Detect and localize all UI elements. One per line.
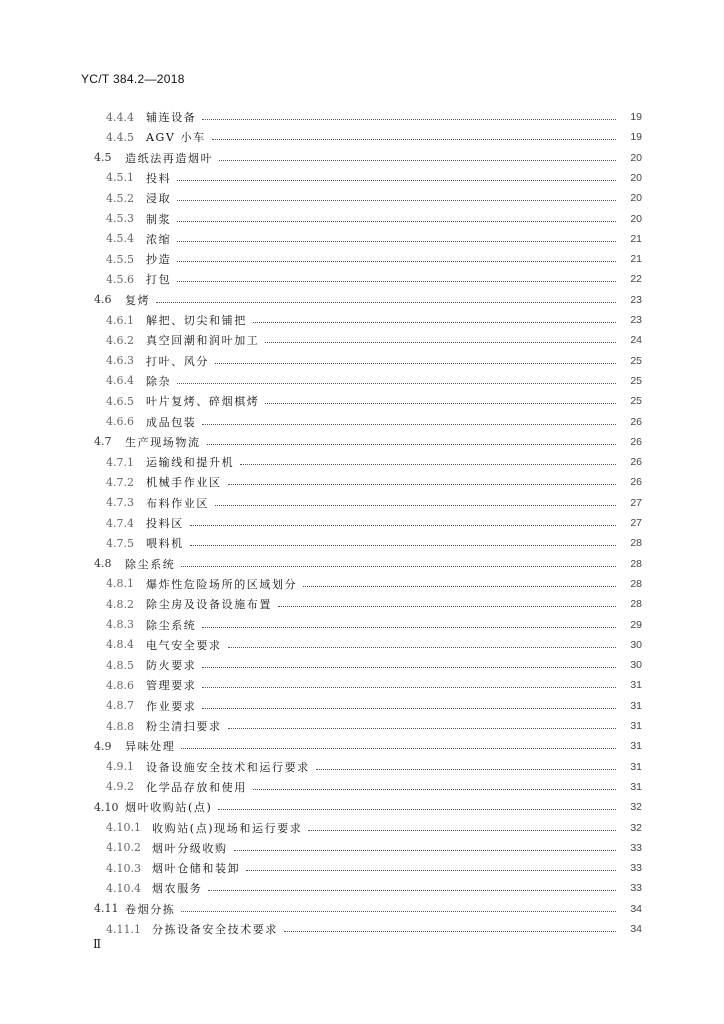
toc-entry-page: 33 [630,841,642,854]
dot-leader [253,321,616,323]
toc-entry-number: 4.4.4 [106,110,134,124]
toc-entry-number: 4.10.3 [106,861,141,875]
dot-leader [228,483,616,485]
toc-entry-title: 打包 [146,273,172,287]
toc-entry-title: 浓缩 [146,232,172,246]
toc-entry-number: 4.6 [94,293,112,307]
toc-entry-number: 4.10.4 [106,881,141,895]
toc-entry [0,574,724,594]
toc-entry-page: 33 [630,882,642,895]
toc-entry [0,351,724,371]
toc-entry-page: 29 [630,618,642,631]
toc-entry-page: 26 [630,415,642,428]
toc-entry [0,594,724,614]
toc-entry [0,716,724,736]
toc-entry [0,635,724,655]
toc-entry-title: 制浆 [146,212,172,226]
toc-entry-title: 叶片复烤、碎烟棋烤 [146,395,260,409]
toc-entry-page: 31 [630,780,642,793]
toc-entry [0,858,724,878]
dot-leader [265,402,616,404]
toc-entry-number: 4.6.6 [106,415,134,428]
toc-entry-title: 烟叶仓储和装卸 [152,862,241,876]
toc-entry-title: 除杂 [146,374,172,388]
dot-leader [202,118,616,120]
toc-entry-page: 26 [630,456,642,469]
toc-entry [0,472,724,492]
toc-entry-title: 作业要求 [146,699,197,713]
toc-entry-page: 25 [630,354,642,367]
toc-entry-number: 4.5.5 [106,252,134,266]
toc-entry-number: 4.5.6 [106,272,134,286]
dot-leader [284,930,616,932]
toc-entry-page: 32 [630,821,642,834]
toc-entry-number: 4.5.3 [106,212,134,225]
dot-leader [202,626,616,628]
toc-entry-title: 防火要求 [146,659,197,673]
toc-entry-number: 4.11 [94,902,119,916]
dot-leader [234,849,616,851]
dot-leader [228,727,616,729]
toc-entry-page: 31 [630,760,642,773]
toc-entry [0,249,724,269]
toc-entry-title: 管理要求 [146,679,197,693]
toc-entry-page: 19 [630,111,642,123]
dot-leader [202,423,616,425]
dot-leader [181,910,616,912]
toc-entry-number: 4.11.1 [106,922,141,936]
dot-leader [208,889,616,891]
toc-entry [0,615,724,635]
dot-leader [177,220,616,222]
toc-entry [0,269,724,289]
toc-entry-title: 设备设施安全技术和运行要求 [146,760,310,774]
toc-entry-title: 投料 [146,171,172,185]
toc-entry-title: 真空回潮和润叶加工 [146,334,260,348]
toc-entry [0,432,724,452]
toc-entry [0,696,724,716]
dot-leader [253,788,616,790]
toc-entry-title: 辅连设备 [146,111,197,124]
toc-entry [0,777,724,797]
toc-entry [0,818,724,838]
toc-entry [0,919,724,939]
toc-entry-number: 4.8 [94,557,112,571]
toc-entry-number: 4.8.8 [106,719,134,733]
dot-leader [177,260,616,262]
toc-entry-number: 4.8.1 [106,577,134,591]
dot-leader [207,443,616,445]
toc-entry-title: 分拣设备安全技术要求 [152,923,278,936]
toc-entry [0,209,724,229]
toc-entry-title: 烟叶收购站(点) [125,801,213,815]
toc-entry [0,168,724,188]
toc-entry-page: 31 [630,740,642,753]
toc-entry-number: 4.7 [94,435,112,449]
dot-leader [215,504,616,506]
toc-entry-number: 4.10 [94,800,119,814]
dot-leader [156,301,616,303]
toc-entry [0,736,724,756]
toc-entry [0,757,724,777]
toc-entry [0,371,724,391]
dot-leader [181,565,616,567]
toc-entry-page: 20 [630,171,642,184]
toc-entry-title: AGV 小车 [146,131,206,145]
dot-leader [177,280,616,282]
toc-entry-number: 4.10.1 [106,821,141,834]
dot-leader [265,341,616,343]
dot-leader [212,138,616,140]
dot-leader [177,199,616,201]
toc-entry-title: 生产现场物流 [125,435,201,449]
dot-leader [308,829,616,831]
dot-leader [246,869,616,871]
toc-entry-number: 4.6.1 [106,313,134,327]
toc-entry-title: 除尘系统 [146,618,197,632]
toc-entry-title: 机械手作业区 [146,476,222,490]
page-number-footer: Ⅱ [93,937,101,951]
toc-entry-title: 除尘系统 [125,557,176,571]
toc-entry-number: 4.8.4 [106,638,134,652]
toc-entry-number: 4.6.3 [106,354,134,368]
toc-entry-title: 投料区 [146,517,184,530]
dot-leader [177,179,616,181]
dot-leader [202,686,616,688]
toc-entry [0,391,724,411]
toc-entry-number: 4.7.1 [106,455,134,469]
toc-entry-page: 20 [630,212,642,225]
toc-entry-page: 28 [630,537,642,550]
toc-entry [0,290,724,310]
dot-leader [190,544,616,546]
dot-leader [190,524,616,526]
toc-entry [0,493,724,513]
toc-entry [0,797,724,817]
toc-entry-title: 造纸法再造烟叶 [125,151,214,165]
toc-entry-title: 收购站(点)现场和运行要求 [152,821,303,835]
toc-entry-title: 打叶、风分 [146,354,209,368]
toc-entry-number: 4.5.2 [106,191,134,205]
toc-entry-page: 25 [630,374,642,387]
toc-entry-page: 23 [630,293,642,306]
toc-entry-page: 31 [630,679,642,692]
toc-entry-page: 31 [630,699,642,712]
toc-entry-page: 34 [630,902,642,915]
toc-entry-page: 20 [630,151,642,164]
toc-entry-title: 喂料机 [146,537,184,551]
dot-leader [202,707,616,709]
toc-entry-title: 化学品存放和使用 [146,780,247,794]
toc-entry-number: 4.5.4 [106,232,134,246]
dot-leader [181,747,616,749]
toc-entry-page: 21 [630,232,642,245]
dot-leader [177,240,616,242]
toc-entry-page: 30 [630,659,642,672]
toc-entry-number: 4.6.5 [106,394,134,408]
toc-entry-title: 解把、切尖和铺把 [146,314,247,327]
toc-entry-page: 21 [630,253,642,266]
toc-entry [0,554,724,574]
toc-entry [0,452,724,472]
toc-entry [0,330,724,350]
toc-entry-page: 26 [630,435,642,448]
toc-entry-number: 4.8.2 [106,597,134,611]
toc-entry-title: 卷烟分拣 [125,902,176,916]
toc-entry-title: 浸取 [146,192,172,206]
toc-entry [0,107,724,127]
toc-entry-number: 4.8.5 [106,658,134,672]
toc-entry-page: 34 [630,923,642,935]
dot-leader [278,605,616,607]
toc-entry [0,148,724,168]
toc-entry-number: 4.9.2 [106,780,134,794]
dot-leader [240,463,616,465]
toc-entry-number: 4.9.1 [106,760,134,774]
toc-entry-number: 4.6.4 [106,374,134,388]
toc-entry-title: 抄造 [146,253,172,267]
toc-entry-title: 烟农服务 [152,882,203,896]
toc-entry-number: 4.7.5 [106,536,134,550]
toc-entry-number: 4.4.5 [106,130,134,144]
toc-entry-title: 除尘房及设备设施布置 [146,598,272,612]
dot-leader [202,666,616,668]
toc-entry-title: 成品包装 [146,415,197,429]
toc-entry-page: 26 [630,476,642,489]
toc-entry-number: 4.9 [94,739,112,753]
toc-entry-number: 4.7.3 [106,496,134,510]
toc-entry-page: 22 [630,273,642,286]
toc-entry-title: 布料作业区 [146,496,209,510]
toc-entry [0,412,724,432]
toc-entry-number: 4.8.6 [106,678,134,692]
toc-entry-title: 复烤 [125,293,151,307]
dot-leader [228,646,616,648]
toc-entry-number: 4.7.2 [106,475,134,489]
toc-entry-page: 31 [630,720,642,732]
toc-entry-page: 32 [630,801,642,814]
toc-entry-page: 19 [630,131,642,144]
toc-entry [0,675,724,695]
toc-entry-page: 30 [630,638,642,651]
toc-entry-number: 4.10.2 [106,841,141,855]
standard-code-header: YC/T 384.2—2018 [81,72,185,86]
toc-entry-title: 运输线和提升机 [146,456,235,470]
dot-leader [219,159,616,161]
toc-entry-page: 20 [630,192,642,205]
toc-entry-page: 24 [630,334,642,347]
toc-entry-page: 23 [630,314,642,326]
dot-leader [303,585,616,587]
toc-entry-page: 33 [630,862,642,875]
toc-entry [0,899,724,919]
toc-entry-title: 烟叶分级收购 [152,841,228,855]
toc-entry-number: 4.5.1 [106,171,134,185]
toc-entry [0,655,724,675]
toc-entry-title: 粉尘清扫要求 [146,720,222,733]
toc-entry [0,838,724,858]
toc-entry-number: 4.8.3 [106,618,134,631]
toc-entry [0,310,724,330]
toc-entry [0,229,724,249]
toc-entry-number: 4.7.4 [106,516,134,530]
dot-leader [177,382,616,384]
toc-entry-number: 4.6.2 [106,333,134,347]
toc-entry-page: 28 [630,557,642,570]
toc-entry-title: 爆炸性危险场所的区域划分 [146,577,298,591]
toc-entry [0,533,724,553]
toc-entry [0,513,724,533]
toc-entry-number: 4.5 [94,151,112,165]
toc-entry [0,878,724,898]
toc-entry-title: 异味处理 [125,740,176,754]
toc-entry-page: 28 [630,598,642,611]
toc-entry-page: 27 [630,496,642,509]
toc-entry [0,188,724,208]
toc-entry-page: 25 [630,395,642,408]
toc-entry-title: 电气安全要求 [146,638,222,652]
dot-leader [316,768,616,770]
toc-entry-number: 4.8.7 [106,699,134,713]
toc-entry-page: 28 [630,577,642,590]
toc-entry-page: 27 [630,517,642,529]
dot-leader [218,808,616,810]
dot-leader [215,362,616,364]
toc-entry [0,127,724,147]
